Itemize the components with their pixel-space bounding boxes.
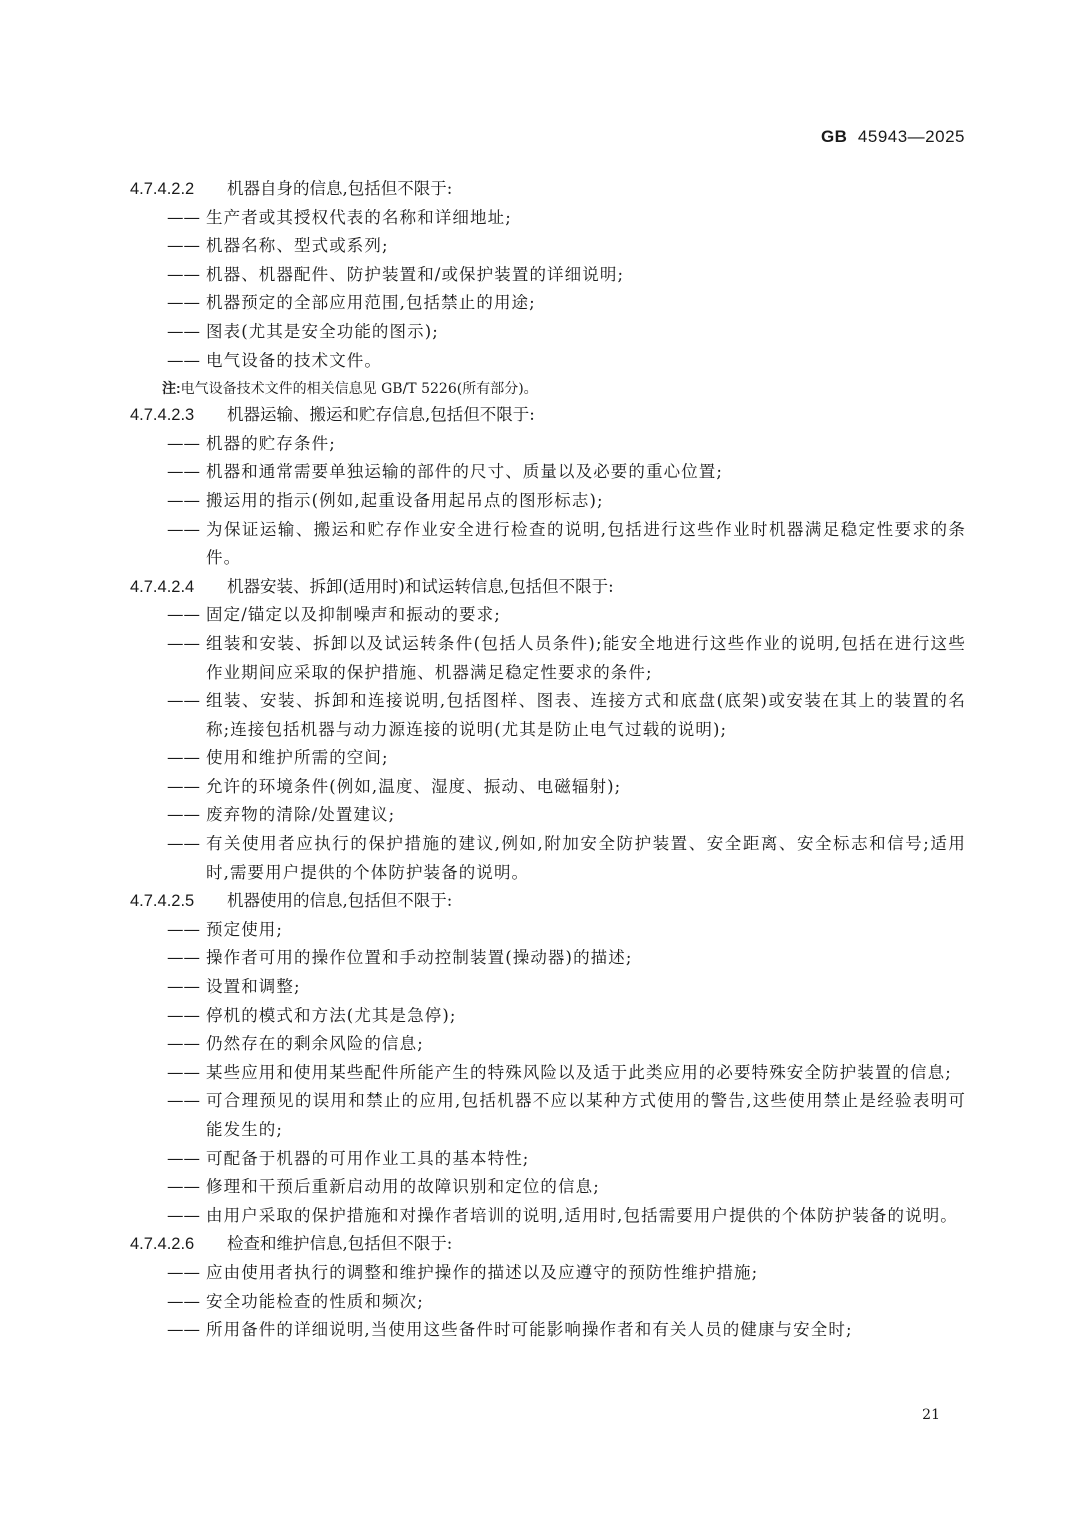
list-item: [130, 630, 966, 687]
list-item: [130, 261, 966, 290]
document-code-prefix: GB: [820, 127, 848, 146]
clause-heading: [130, 401, 966, 430]
list-item: [130, 487, 966, 516]
list-dash: ——: [167, 633, 200, 653]
list-item: [130, 1202, 966, 1231]
list-dash: ——: [167, 776, 200, 796]
list-item-text: 组装和安装、拆卸以及试运转条件(包括人员条件);能安全地进行这些作业的说明,包括在进行这些作业期间应采取的保护措施、机器满足稳定性要求的条件;: [206, 633, 966, 682]
note: [130, 375, 966, 401]
list-item-text: 电气设备的技术文件。: [206, 350, 382, 370]
list-dash: ——: [167, 919, 200, 939]
clause-title: 机器运输、搬运和贮存信息,包括但不限于:: [227, 405, 535, 425]
list-dash: ——: [167, 1262, 200, 1282]
document-code-number: 45943—2025: [857, 127, 965, 146]
list-item: [130, 289, 966, 318]
list-dash: ——: [167, 236, 200, 256]
clause-heading: [130, 573, 966, 602]
list-dash: ——: [167, 490, 200, 510]
list-dash: ——: [167, 1205, 200, 1225]
list-dash: ——: [167, 519, 200, 539]
list-item: [130, 1259, 966, 1288]
list-item: [130, 916, 966, 945]
list-item: [130, 601, 966, 630]
list-item-text: 应由使用者执行的调整和维护操作的描述以及应遵守的预防性维护措施;: [206, 1262, 759, 1282]
list-dash: ——: [167, 948, 200, 968]
list-item: [130, 1087, 966, 1144]
list-item: [130, 944, 966, 973]
list-dash: ——: [167, 264, 200, 284]
clause-number: 4.7.4.2.6: [130, 1235, 195, 1254]
list-item: [130, 1173, 966, 1202]
list-item: [130, 516, 966, 573]
list-dash: ——: [167, 977, 200, 997]
list-dash: ——: [167, 1091, 200, 1111]
clause-title: 机器使用的信息,包括但不限于:: [227, 891, 453, 911]
document-code: [821, 127, 965, 147]
list-item-text: 机器预定的全部应用范围,包括禁止的用途;: [206, 293, 536, 313]
list-item: [130, 318, 966, 347]
note-text: 电气设备技术文件的相关信息见 GB/T 5226(所有部分)。: [180, 381, 538, 398]
list-item-text: 搬运用的指示(例如,起重设备用起吊点的图形标志);: [206, 490, 604, 510]
note-label: 注:: [162, 380, 181, 397]
list-dash: ——: [167, 1005, 200, 1025]
list-item: [130, 1059, 966, 1088]
list-item: [130, 801, 966, 830]
list-item-text: 由用户采取的保护措施和对操作者培训的说明,适用时,包括需要用户提供的个体防护装备的说明。: [206, 1205, 958, 1225]
list-item: [130, 1002, 966, 1031]
list-item: [130, 347, 966, 376]
list-item-text: 生产者或其授权代表的名称和详细地址;: [206, 207, 512, 227]
clause-number: 4.7.4.2.4: [130, 577, 195, 596]
list-dash: ——: [167, 207, 200, 227]
list-dash: ——: [167, 691, 200, 711]
list-item: [130, 1316, 966, 1345]
list-item: [130, 458, 966, 487]
clause-number: 4.7.4.2.5: [130, 892, 195, 911]
document-body: [130, 175, 966, 1345]
list-item-text: 机器和通常需要单独运输的部件的尺寸、质量以及必要的重心位置;: [206, 462, 724, 482]
list-item-text: 固定/锚定以及抑制噪声和振动的要求;: [206, 605, 501, 625]
list-item-text: 修理和干预后重新启动用的故障识别和定位的信息;: [206, 1177, 600, 1197]
list-dash: ——: [167, 605, 200, 625]
clause-title: 检查和维护信息,包括但不限于:: [227, 1234, 453, 1254]
list-item-text: 组装、安装、拆卸和连接说明,包括图样、图表、连接方式和底盘(底架)或安装在其上的装置的名称;连接包括机器与动力源连接的说明(尤其是防止电气过载的说明);: [206, 691, 966, 739]
list-item: [130, 973, 966, 1002]
list-item-text: 所用备件的详细说明,当使用这些备件时可能影响操作者和有关人员的健康与安全时;: [206, 1320, 853, 1340]
list-item-text: 图表(尤其是安全功能的图示);: [206, 321, 439, 341]
clause-heading: [130, 175, 966, 204]
clause-title: 机器安装、拆卸(适用时)和试运转信息,包括但不限于:: [227, 576, 614, 596]
list-item-text: 预定使用;: [206, 919, 284, 939]
list-item-text: 允许的环境条件(例如,温度、湿度、振动、电磁辐射);: [206, 776, 622, 796]
list-item-text: 可合理预见的误用和禁止的应用,包括机器不应以某种方式使用的警告,这些使用禁止是经验表明可能发生的;: [206, 1091, 966, 1139]
clause-heading: [130, 1230, 966, 1259]
list-item-text: 某些应用和使用某些配件所能产生的特殊风险以及适于此类应用的必要特殊安全防护装置的信息;: [206, 1062, 952, 1082]
list-item: [130, 830, 966, 887]
list-item-text: 停机的模式和方法(尤其是急停);: [206, 1005, 457, 1025]
list-item-text: 仍然存在的剩余风险的信息;: [206, 1034, 424, 1054]
list-item: [130, 687, 966, 744]
list-item-text: 机器名称、型式或系列;: [206, 236, 389, 256]
list-item: [130, 1288, 966, 1317]
list-item-text: 为保证运输、搬运和贮存作业安全进行检查的说明,包括进行这些作业时机器满足稳定性要求的条件。: [206, 519, 966, 568]
list-item-text: 有关使用者应执行的保护措施的建议,例如,附加安全防护装置、安全距离、安全标志和信号;适用时,需要用户提供的个体防护装备的说明。: [206, 834, 966, 882]
list-item-text: 使用和维护所需的空间;: [206, 748, 389, 768]
list-item: [130, 744, 966, 773]
list-item-text: 机器、机器配件、防护装置和/或保护装置的详细说明;: [206, 264, 625, 284]
list-dash: ——: [167, 321, 200, 341]
list-dash: ——: [167, 1291, 200, 1311]
list-item-text: 机器的贮存条件;: [206, 433, 336, 453]
list-dash: ——: [167, 805, 200, 825]
list-dash: ——: [167, 1320, 200, 1340]
list-dash: ——: [167, 834, 200, 854]
list-item-text: 废弃物的清除/处置建议;: [206, 805, 396, 825]
list-item-text: 设置和调整;: [206, 977, 301, 997]
clause-title: 机器自身的信息,包括但不限于:: [227, 179, 453, 198]
clause-number: 4.7.4.2.3: [130, 406, 195, 425]
list-dash: ——: [167, 1062, 200, 1082]
list-dash: ——: [167, 748, 200, 768]
list-dash: ——: [167, 462, 200, 482]
list-dash: ——: [167, 350, 200, 370]
list-item-text: 操作者可用的操作位置和手动控制装置(操动器)的描述;: [206, 948, 633, 968]
list-item-text: 安全功能检查的性质和频次;: [206, 1291, 424, 1311]
list-item-text: 可配备于机器的可用作业工具的基本特性;: [206, 1148, 530, 1168]
list-dash: ——: [167, 293, 200, 313]
list-dash: ——: [167, 1148, 200, 1168]
list-item: [130, 232, 966, 261]
list-item: [130, 773, 966, 802]
clause-number: 4.7.4.2.2: [130, 180, 195, 198]
list-dash: ——: [167, 1034, 200, 1054]
list-item: [130, 1030, 966, 1059]
list-item: [130, 430, 966, 459]
page-number: 21: [922, 1407, 940, 1423]
list-item: [130, 204, 966, 233]
list-item: [130, 1145, 966, 1174]
list-dash: ——: [167, 1177, 200, 1197]
clause-heading: [130, 887, 966, 916]
list-dash: ——: [167, 433, 200, 453]
